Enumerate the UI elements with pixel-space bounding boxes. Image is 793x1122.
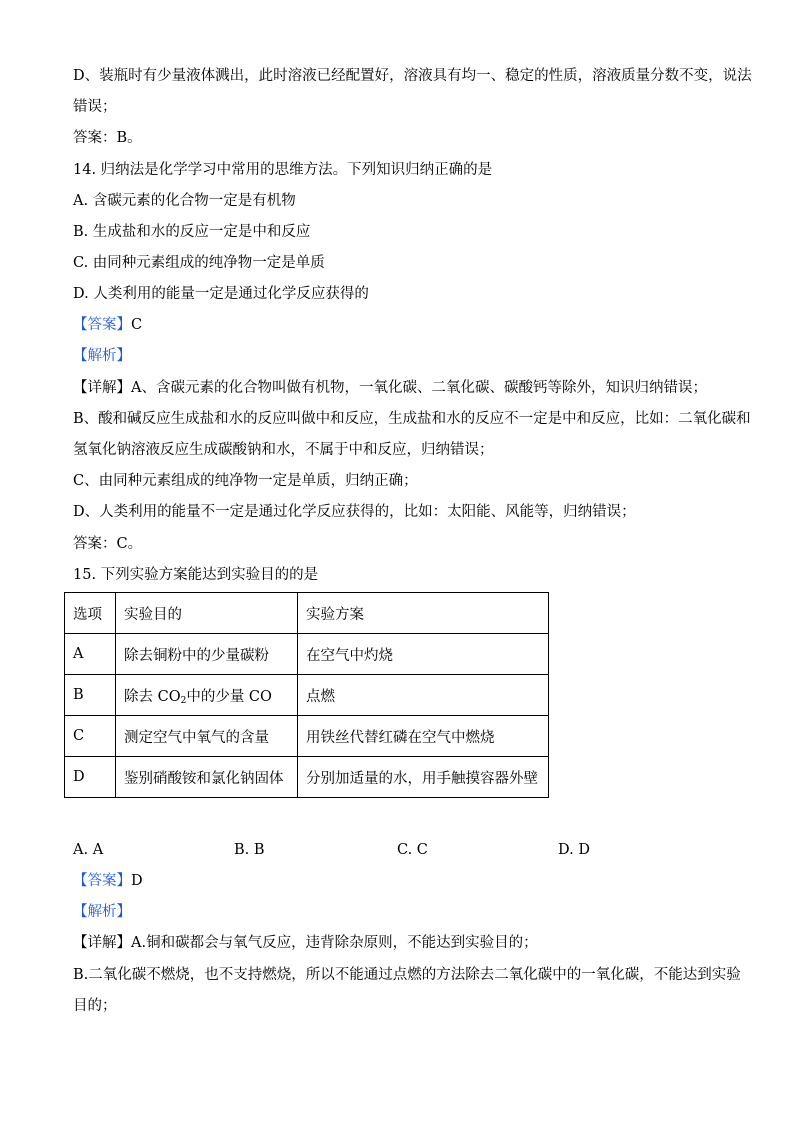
q15-analysis-tag: 【解析】	[73, 904, 131, 920]
q15-detail-line: B.二氧化碳不燃烧，也不支持燃烧，所以不能通过点燃的方法除去二氧化碳中的一氧化碳，不能达到实验	[73, 967, 741, 983]
q15-detail-line: 【详解】A.铜和碳都会与氧气反应，违背除杂原则，不能达到实验目的；	[73, 935, 538, 951]
table-row	[65, 716, 549, 757]
row-plan: 用铁丝代替红磷在空气中燃烧	[298, 716, 549, 757]
q14-detail-line: 氢氧化钠溶液反应生成碳酸钠和水，不属于中和反应，归纳错误；	[73, 442, 494, 458]
q14-detail-answer: 答案：C。	[73, 536, 143, 552]
row-plan: 点燃	[298, 675, 549, 716]
q15-choice-b: B. B	[234, 842, 265, 858]
header-plan: 实验方案	[298, 593, 549, 634]
answer-tag: 【答案】	[73, 317, 131, 333]
q13-option-d-line1: D、装瓶时有少量液体溅出，此时溶液已经配置好，溶液具有均一、稳定的性质，溶液质量分数不变，说法	[73, 68, 752, 84]
row-purpose: 测定空气中氧气的含量	[116, 716, 298, 757]
q15-choice-a: A. A	[73, 842, 104, 858]
header-purpose: 实验目的	[116, 593, 298, 634]
q15-choice-d: D. D	[558, 842, 590, 858]
q14-detail-line: C、由同种元素组成的纯净物一定是单质，归纳正确；	[73, 473, 418, 489]
q15-options-table	[64, 592, 549, 798]
q14-analysis-tag: 【解析】	[73, 348, 131, 364]
q15-answer	[73, 871, 143, 891]
table-row	[65, 757, 549, 798]
row-option: C	[65, 716, 116, 757]
table-row	[65, 634, 549, 675]
row-option: B	[65, 675, 116, 716]
table-row	[65, 675, 549, 716]
subscript: 2	[180, 695, 187, 706]
header-option: 选项	[65, 593, 116, 634]
q15-detail-line: 目的；	[73, 998, 117, 1014]
q14-option-a: A. 含碳元素的化合物一定是有机物	[73, 193, 296, 209]
answer-value: D	[131, 873, 143, 889]
answer-tag: 【答案】	[73, 873, 131, 889]
q14-detail-line: B、酸和碱反应生成盐和水的反应叫做中和反应，生成盐和水的反应不一定是中和反应，比如：二氧化碳和	[73, 411, 751, 427]
row-plan: 分别加适量的水，用手触摸容器外壁	[298, 757, 549, 798]
q14-option-c: C. 由同种元素组成的纯净物一定是单质	[73, 255, 325, 271]
row-purpose: 鉴别硝酸铵和氯化钠固体	[116, 757, 298, 798]
q14-detail-line: D、人类利用的能量不一定是通过化学反应获得的，比如：太阳能、风能等，归纳错误；	[73, 504, 636, 520]
q14-stem: 14. 归纳法是化学学习中常用的思维方法。下列知识归纳正确的是	[73, 162, 493, 178]
q15-stem: 15. 下列实验方案能达到实验目的的是	[73, 567, 319, 583]
q13-answer: 答案：B。	[73, 130, 142, 146]
q14-answer	[73, 315, 142, 335]
q14-option-d: D. 人类利用的能量一定是通过化学反应获得的	[73, 286, 369, 302]
table-header-row	[65, 593, 549, 634]
row-purpose: 除去铜粉中的少量碳粉	[116, 634, 298, 675]
row-purpose	[116, 675, 298, 716]
q13-option-d-line2: 错误；	[73, 99, 117, 115]
purpose-pre: 除去 CO	[124, 688, 181, 705]
purpose-post: 中的少量 CO	[186, 688, 272, 705]
q14-detail-line: 【详解】A、含碳元素的化合物叫做有机物，一氧化碳、二氧化碳、碳酸钙等除外，知识归纳错误；	[73, 380, 707, 396]
q14-option-b: B. 生成盐和水的反应一定是中和反应	[73, 224, 311, 240]
row-plan: 在空气中灼烧	[298, 634, 549, 675]
row-option: A	[65, 634, 116, 675]
answer-value: C	[131, 317, 143, 333]
q15-choice-c: C. C	[397, 842, 428, 858]
row-option: D	[65, 757, 116, 798]
